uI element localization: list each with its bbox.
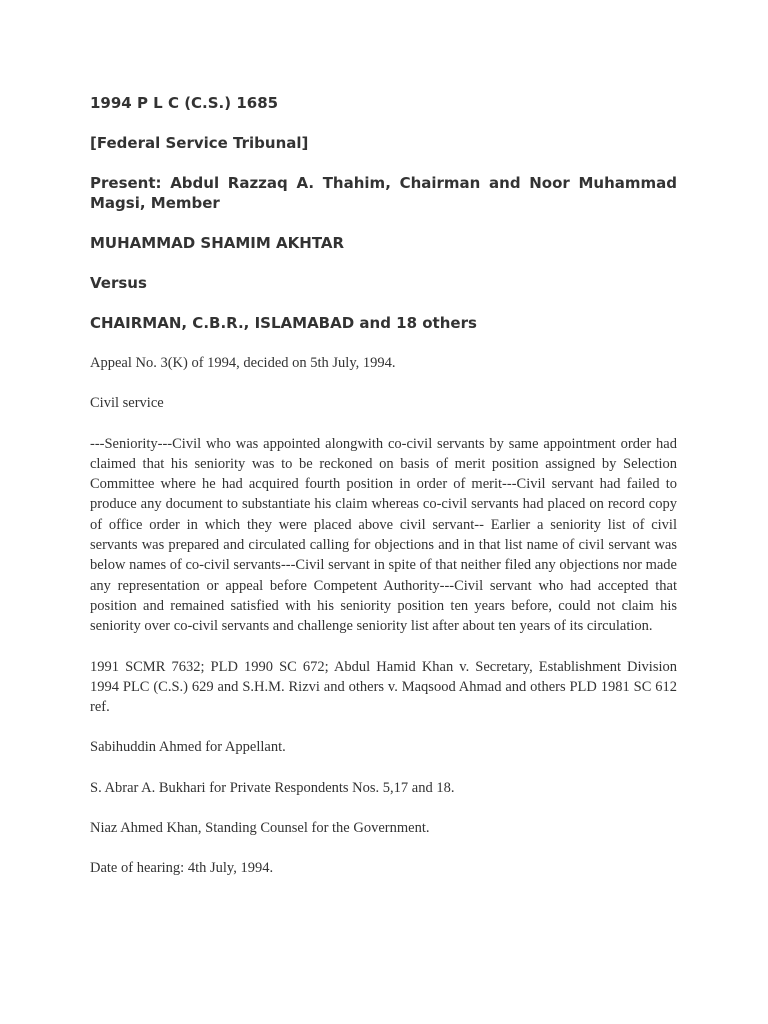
- headnote-paragraph: ---Seniority---Civil who was appointed alongwith co-civil servants by same appointment order had claimed that his seniority was to be reckoned on basis of merit position assigned by Selection Committee where he had acquired fourth position in order of merit---Civil servant had failed to produce any document to substantiate his claim whereas co-civil servants had placed on record copy of office order in which they were placed above civil servant-- Earlier a seniority list of civil servants was prepared and circulated calling for objections and in that list name of civil servant was below names of co-civil servants---Civil servant in spite of that neither filed any objections nor made any representation or appeal before Competent Authority---Civil servant who had accepted that position and remained satisfied with his seniority position ten years before, could not claim his seniority over co-civil servants and challenge seniority list after about ten years of its circulation.: [90, 435, 677, 635]
- case-references: 1991 SCMR 7632; PLD 1990 SC 672; Abdul Hamid Khan v. Secretary, Establishment Division 1994 PLC (C.S.) 629 and S.H.M. Rizvi and others v. Maqsood Ahmad and others PLD 1981 SC 612 ref.: [90, 658, 677, 716]
- counsel-government: Niaz Ahmed Khan, Standing Counsel for the Government.: [90, 820, 430, 837]
- document-page: [90, 93, 677, 899]
- hearing-date: Date of hearing: 4th July, 1994.: [90, 860, 274, 877]
- counsel-appellant: Sabihuddin Ahmed for Appellant.: [90, 739, 286, 756]
- versus-label: Versus: [90, 274, 147, 292]
- appeal-info: Appeal No. 3(K) of 1994, decided on 5th July, 1994.: [90, 355, 396, 371]
- court-name: [Federal Service Tribunal]: [90, 134, 309, 152]
- respondent-name: CHAIRMAN, C.B.R., ISLAMABAD and 18 others: [90, 314, 477, 332]
- subject-label: Civil service: [90, 395, 164, 412]
- citation: 1994 P L C (C.S.) 1685: [90, 94, 279, 112]
- bench-members: Present: Abdul Razzaq A. Thahim, Chairman and Noor Muhammad Magsi, Member: [90, 174, 677, 212]
- appellant-name: MUHAMMAD SHAMIM AKHTAR: [90, 234, 345, 252]
- counsel-respondents: S. Abrar A. Bukhari for Private Respondents Nos. 5,17 and 18.: [90, 779, 455, 796]
